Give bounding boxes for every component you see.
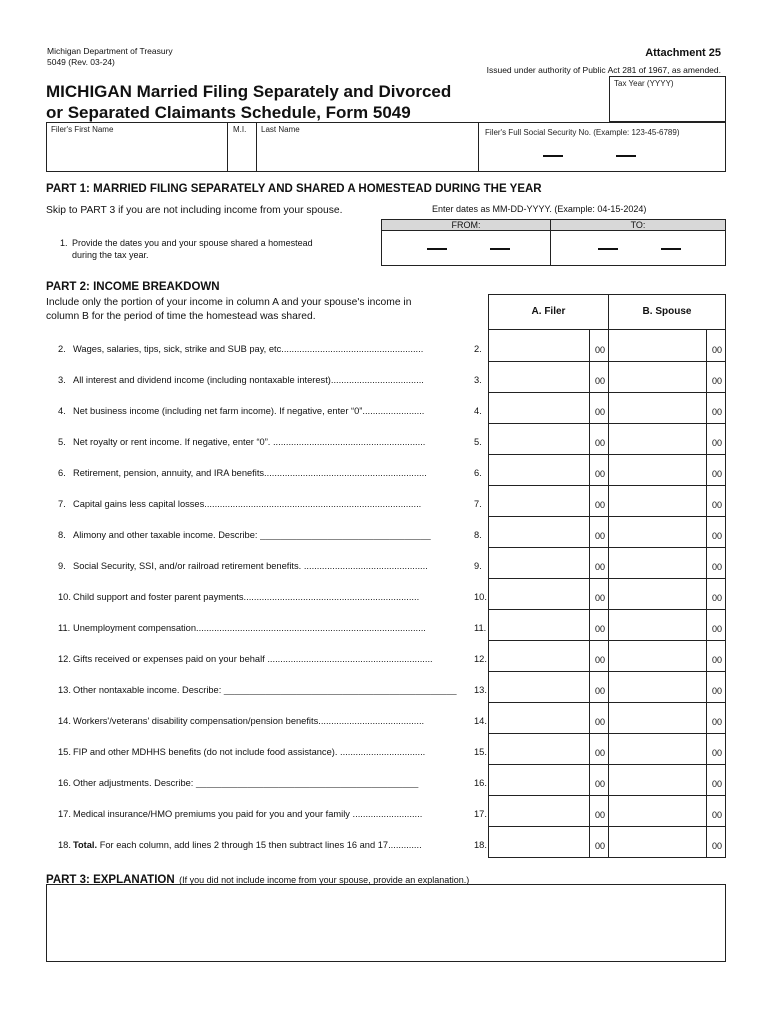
row-number: 17. — [58, 809, 71, 819]
filer-amount-9[interactable] — [488, 547, 590, 579]
row-number: 18. — [58, 840, 71, 850]
filer-cents-10 — [589, 578, 609, 610]
filer-cents-2 — [589, 330, 609, 362]
line1-text-b: during the tax year. — [72, 250, 149, 260]
cents-label: 00 — [594, 655, 605, 665]
filer-cents-6 — [589, 454, 609, 486]
line1-number: 1. — [60, 238, 68, 248]
row-text: All interest and dividend income (including nontaxable interest) — [73, 375, 331, 385]
row-label-13 — [58, 685, 463, 695]
row-leader: ........................................................... — [270, 437, 426, 447]
cents-label: 00 — [711, 748, 722, 758]
row-leader: ................................. — [337, 747, 426, 757]
from-date-separator-1 — [427, 248, 447, 250]
filer-cents-15 — [589, 733, 609, 765]
cents-label: 00 — [594, 841, 605, 851]
form-title-line2: or Separated Claimants Schedule, Form 5049 — [46, 103, 411, 122]
spouse-cents-16 — [706, 764, 726, 796]
spouse-amount-2[interactable] — [608, 330, 707, 362]
filer-amount-10[interactable] — [488, 578, 590, 610]
row-text: Capital gains less capital losses. — [73, 499, 207, 509]
row-leader: ............ — [390, 840, 422, 850]
cents-label: 00 — [711, 686, 722, 696]
from-label: FROM: — [381, 219, 551, 231]
part1-heading: PART 1: MARRIED FILING SEPARATELY AND SHARED A HOMESTEAD DURING THE YEAR — [46, 183, 542, 195]
cents-label: 00 — [594, 562, 605, 572]
row-number: 11. — [58, 623, 71, 633]
row-line-number: 9. — [474, 561, 482, 571]
row-label-15 — [58, 747, 463, 757]
spouse-cents-17 — [706, 795, 726, 827]
spouse-amount-8[interactable] — [608, 516, 707, 548]
row-text: Child support and foster parent payments. — [73, 592, 247, 602]
column-a-header: A. Filer — [488, 294, 609, 330]
row-label-12 — [58, 654, 463, 664]
row-text: Unemployment compensation. — [73, 623, 199, 633]
row-leader: ................................................................................... — [206, 499, 422, 509]
cents-label: 00 — [711, 469, 722, 479]
authority-note: Issued under authority of Public Act 281 of 1967, as amended. — [486, 65, 721, 75]
row-number: 8. — [58, 530, 66, 540]
row-number: 3. — [58, 375, 66, 385]
row-leader: _________________________________ — [257, 530, 431, 540]
spouse-cents-10 — [706, 578, 726, 610]
to-label: TO: — [551, 219, 726, 231]
row-text: Wages, salaries, tips, sick, strike and SUB pay, etc. — [73, 344, 284, 354]
filer-amount-2[interactable] — [488, 330, 590, 362]
row-line-number: 18. — [474, 840, 487, 850]
row-number: 16. — [58, 778, 71, 788]
spouse-amount-6[interactable] — [608, 454, 707, 486]
row-leader: ...................................................... — [283, 344, 424, 354]
cents-label: 00 — [594, 500, 605, 510]
row-leader: ................................................................... — [246, 592, 420, 602]
cents-label: 00 — [594, 531, 605, 541]
filer-cents-16 — [589, 764, 609, 796]
filer-amount-13[interactable] — [488, 671, 590, 703]
row-label-5 — [58, 437, 463, 447]
filer-cents-13 — [589, 671, 609, 703]
filer-amount-3[interactable] — [488, 361, 590, 393]
line1-text-a: Provide the dates you and your spouse shared a homestead — [72, 238, 313, 248]
spouse-cents-18 — [706, 826, 726, 858]
mi-label: M.I. — [233, 125, 247, 134]
cents-label: 00 — [594, 624, 605, 634]
row-number: 4. — [58, 406, 66, 416]
cents-label: 00 — [594, 407, 605, 417]
row-number: 10. — [58, 592, 71, 602]
row-line-number: 2. — [474, 344, 482, 354]
filer-cents-17 — [589, 795, 609, 827]
to-date-separator-1 — [598, 248, 618, 250]
spouse-amount-12[interactable] — [608, 640, 707, 672]
filer-first-name-field[interactable] — [46, 122, 228, 172]
row-label-6 — [58, 468, 463, 478]
filer-cents-12 — [589, 640, 609, 672]
attachment-number: Attachment 25 — [645, 47, 721, 59]
cents-label: 00 — [711, 438, 722, 448]
part1-skip-note: Skip to PART 3 if you are not including income from your spouse. — [46, 205, 343, 216]
row-line-number: 3. — [474, 375, 482, 385]
part2-intro-b: column B for the period of time the homestead was shared. — [46, 311, 316, 322]
cents-label: 00 — [711, 593, 722, 603]
spouse-amount-18[interactable] — [608, 826, 707, 858]
to-date-field[interactable] — [550, 230, 726, 266]
filer-amount-14[interactable] — [488, 702, 590, 734]
filer-amount-15[interactable] — [488, 733, 590, 765]
row-text: Net royalty or rent income. If negative, enter “0”. — [73, 437, 271, 447]
from-date-separator-2 — [490, 248, 510, 250]
spouse-amount-7[interactable] — [608, 485, 707, 517]
ssn-separator-1 — [543, 155, 563, 157]
ssn-label: Filer's Full Social Security No. (Example: 123-45-6789) — [485, 128, 680, 137]
spouse-amount-16[interactable] — [608, 764, 707, 796]
filer-amount-12[interactable] — [488, 640, 590, 672]
row-leader: ........................... — [349, 809, 423, 819]
spouse-cents-3 — [706, 361, 726, 393]
row-text: Retirement, pension, annuity, and IRA benefits — [73, 468, 265, 478]
row-text: Social Security, SSI, and/or railroad retirement benefits. — [73, 561, 302, 571]
column-b-header: B. Spouse — [608, 294, 726, 330]
cents-label: 00 — [594, 593, 605, 603]
row-line-number: 17. — [474, 809, 487, 819]
last-name-label: Last Name — [261, 125, 300, 134]
spouse-cents-8 — [706, 516, 726, 548]
row-label-2 — [58, 344, 463, 354]
spouse-cents-7 — [706, 485, 726, 517]
row-line-number: 15. — [474, 747, 487, 757]
spouse-amount-4[interactable] — [608, 392, 707, 424]
spouse-cents-14 — [706, 702, 726, 734]
cents-label: 00 — [711, 779, 722, 789]
row-text: Net business income (including net farm income). If negative, enter “0” — [73, 406, 363, 416]
row-number: 13. — [58, 685, 71, 695]
row-label-7 — [58, 499, 463, 509]
filer-amount-7[interactable] — [488, 485, 590, 517]
filer-cents-18 — [589, 826, 609, 858]
row-text: FIP and other MDHHS benefits (do not include food assistance). — [73, 747, 338, 757]
filer-amount-8[interactable] — [488, 516, 590, 548]
filer-amount-17[interactable] — [488, 795, 590, 827]
spouse-amount-9[interactable] — [608, 547, 707, 579]
row-label-14 — [58, 716, 463, 726]
from-date-field[interactable] — [381, 230, 551, 266]
cents-label: 00 — [711, 562, 722, 572]
row-label-4 — [58, 406, 463, 416]
spouse-amount-13[interactable] — [608, 671, 707, 703]
row-number: 15. — [58, 747, 71, 757]
row-leader: ........................................ — [320, 716, 425, 726]
part3-hint: (If you did not include income from your spouse, provide an explanation.) — [179, 875, 470, 885]
tax-year-field[interactable] — [609, 76, 726, 122]
filer-amount-16[interactable] — [488, 764, 590, 796]
row-leader: ........................................................................................ — [198, 623, 426, 633]
filer-amount-4[interactable] — [488, 392, 590, 424]
row-text: Alimony and other taxable income. Describe: — [73, 530, 258, 540]
spouse-cents-13 — [706, 671, 726, 703]
department-name: Michigan Department of Treasury — [47, 46, 173, 56]
cents-label: 00 — [594, 717, 605, 727]
row-number: 9. — [58, 561, 66, 571]
filer-cents-7 — [589, 485, 609, 517]
part3-heading: PART 3: EXPLANATION — [46, 874, 175, 886]
form-title-line1: MICHIGAN Married Filing Separately and Divorced — [46, 82, 452, 101]
row-label-3 — [58, 375, 463, 385]
dates-hint: Enter dates as MM-DD-YYYY. (Example: 04-15-2024) — [432, 204, 647, 214]
filer-ssn-field[interactable] — [478, 122, 726, 172]
row-label-17 — [58, 809, 463, 819]
row-line-number: 13. — [474, 685, 487, 695]
row-label-10 — [58, 592, 463, 602]
spouse-cents-4 — [706, 392, 726, 424]
spouse-cents-12 — [706, 640, 726, 672]
explanation-field[interactable] — [46, 884, 726, 962]
filer-last-name-field[interactable] — [256, 122, 479, 172]
spouse-cents-11 — [706, 609, 726, 641]
cents-label: 00 — [711, 717, 722, 727]
cents-label: 00 — [594, 438, 605, 448]
row-label-9 — [58, 561, 463, 571]
spouse-cents-2 — [706, 330, 726, 362]
row-leader: ___________________________________________ — [193, 778, 419, 788]
row-line-number: 5. — [474, 437, 482, 447]
row-line-number: 11. — [474, 623, 487, 633]
filer-cents-11 — [589, 609, 609, 641]
row-leader: .................................... — [330, 375, 424, 385]
filer-amount-11[interactable] — [488, 609, 590, 641]
row-text: Gifts received or expenses paid on your behalf — [73, 654, 265, 664]
row-leader: _____________________________________________ — [221, 685, 457, 695]
cents-label: 00 — [711, 655, 722, 665]
cents-label: 00 — [594, 469, 605, 479]
spouse-amount-10[interactable] — [608, 578, 707, 610]
filer-amount-18[interactable] — [488, 826, 590, 858]
cents-label: 00 — [594, 686, 605, 696]
row-number: 14. — [58, 716, 71, 726]
spouse-cents-15 — [706, 733, 726, 765]
row-line-number: 8. — [474, 530, 482, 540]
filer-cents-8 — [589, 516, 609, 548]
cents-label: 00 — [711, 810, 722, 820]
cents-label: 00 — [711, 624, 722, 634]
cents-label: 00 — [594, 376, 605, 386]
row-line-number: 6. — [474, 468, 482, 478]
filer-cents-9 — [589, 547, 609, 579]
row-label-18 — [58, 840, 463, 850]
spouse-cents-9 — [706, 547, 726, 579]
tax-year-label: Tax Year (YYYY) — [614, 79, 674, 88]
row-leader: ................................................ — [301, 561, 428, 571]
row-number: 2. — [58, 344, 66, 354]
row-line-number: 4. — [474, 406, 482, 416]
filer-amount-5[interactable] — [488, 423, 590, 455]
row-text: Workers'/veterans' disability compensation/pension benefits. — [73, 716, 321, 726]
row-leader: ............................................................... — [264, 468, 427, 478]
row-leader: ................................................................ — [264, 654, 433, 664]
row-number: 12. — [58, 654, 71, 664]
filer-mi-field[interactable] — [227, 122, 257, 172]
row-text: Other nontaxable income. Describe: — [73, 685, 222, 695]
spouse-amount-17[interactable] — [608, 795, 707, 827]
spouse-amount-15[interactable] — [608, 733, 707, 765]
cents-label: 00 — [594, 810, 605, 820]
row-text: For each column, add lines 2 through 15 then subtract lines 16 and 17. — [99, 840, 391, 850]
cents-label: 00 — [711, 841, 722, 851]
row-label-16 — [58, 778, 463, 788]
row-label-11 — [58, 623, 463, 633]
row-text: Medical insurance/HMO premiums you paid for you and your family — [73, 809, 350, 819]
row-number: 7. — [58, 499, 66, 509]
spouse-amount-14[interactable] — [608, 702, 707, 734]
row-text: Other adjustments. Describe: — [73, 778, 194, 788]
cents-label: 00 — [594, 748, 605, 758]
cents-label: 00 — [711, 531, 722, 541]
spouse-amount-3[interactable] — [608, 361, 707, 393]
to-date-separator-2 — [661, 248, 681, 250]
row-line-number: 7. — [474, 499, 482, 509]
row-line-number: 12. — [474, 654, 487, 664]
cents-label: 00 — [711, 500, 722, 510]
row-leader: ........................ — [362, 406, 425, 416]
cents-label: 00 — [711, 345, 722, 355]
row-line-number: 10. — [474, 592, 487, 602]
cents-label: 00 — [594, 779, 605, 789]
row-line-number: 14. — [474, 716, 487, 726]
part2-heading: PART 2: INCOME BREAKDOWN — [46, 281, 220, 293]
filer-cents-14 — [589, 702, 609, 734]
row-number: 5. — [58, 437, 66, 447]
spouse-amount-11[interactable] — [608, 609, 707, 641]
form-revision: 5049 (Rev. 03-24) — [47, 57, 115, 67]
first-name-label: Filer's First Name — [51, 125, 114, 134]
filer-cents-5 — [589, 423, 609, 455]
row-bold-label: Total. — [73, 840, 100, 850]
row-number: 6. — [58, 468, 66, 478]
spouse-cents-5 — [706, 423, 726, 455]
cents-label: 00 — [594, 345, 605, 355]
part2-intro-a: Include only the portion of your income in column A and your spouse's income in — [46, 297, 412, 308]
filer-amount-6[interactable] — [488, 454, 590, 486]
spouse-amount-5[interactable] — [608, 423, 707, 455]
cents-label: 00 — [711, 407, 722, 417]
ssn-separator-2 — [616, 155, 636, 157]
spouse-cents-6 — [706, 454, 726, 486]
filer-cents-3 — [589, 361, 609, 393]
cents-label: 00 — [711, 376, 722, 386]
row-line-number: 16. — [474, 778, 487, 788]
row-label-8 — [58, 530, 463, 540]
filer-cents-4 — [589, 392, 609, 424]
